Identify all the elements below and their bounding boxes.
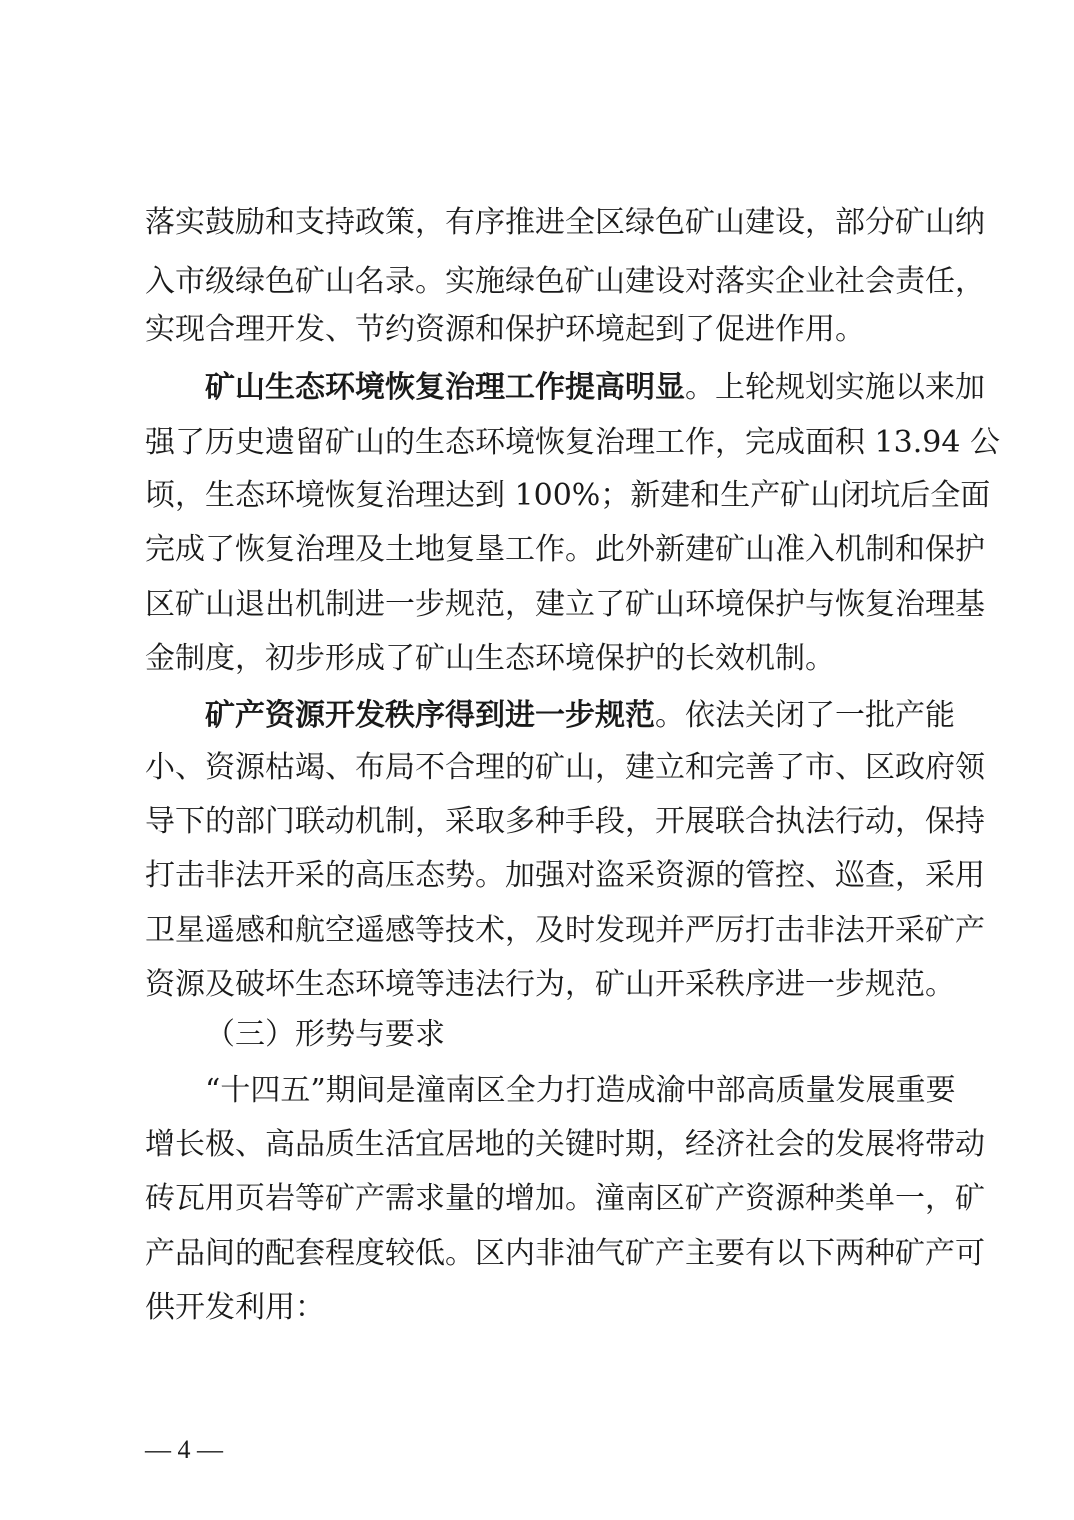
paragraph-4-line-3: 砖瓦用页岩等矿产需求量的增加。潼南区矿产资源种类单一，矿 [145, 1181, 985, 1216]
paragraph-3-line-4: 打击非法开采的高压态势。加强对盗采资源的管控、巡查，采用 [145, 858, 985, 893]
paragraph-2-bold-lead: 矿山生态环境恢复治理工作提高明显 [205, 370, 685, 405]
paragraph-3-line-3: 导下的部门联动机制，采取多种手段，开展联合执法行动，保持 [145, 804, 985, 839]
paragraph-2-line-2: 强了历史遗留矿山的生态环境恢复治理工作，完成面积 13.94 公 [145, 425, 1000, 460]
paragraph-3-lead-rest: 。依法关闭了一批产能 [655, 698, 955, 733]
paragraph-1-line-3: 实现合理开发、节约资源和保护环境起到了促进作用。 [145, 312, 865, 347]
paragraph-2-line-5: 区矿山退出机制进一步规范，建立了矿山环境保护与恢复治理基 [145, 587, 985, 622]
paragraph-3-first-line [205, 698, 955, 734]
paragraph-3-line-2: 小、资源枯竭、布局不合理的矿山，建立和完善了市、区政府领 [145, 750, 985, 785]
paragraph-3-line-6: 资源及破坏生态环境等违法行为，矿山开采秩序进一步规范。 [145, 967, 955, 1002]
paragraph-4-first-line: “十四五”期间是潼南区全力打造成渝中部高质量发展重要 [205, 1073, 956, 1108]
paragraph-2-lead-rest: 。上轮规划实施以来加 [685, 370, 985, 405]
paragraph-2-line-4: 完成了恢复治理及土地复垦工作。此外新建矿山准入机制和保护 [145, 532, 985, 567]
paragraph-4-line-5: 供开发利用： [145, 1290, 325, 1325]
paragraph-1-line-1: 落实鼓励和支持政策，有序推进全区绿色矿山建设，部分矿山纳 [145, 205, 985, 240]
paragraph-4-line-2: 增长极、高品质生活宜居地的关键时期，经济社会的发展将带动 [145, 1127, 985, 1162]
paragraph-4-line-4: 产品间的配套程度较低。区内非油气矿产主要有以下两种矿产可 [145, 1236, 985, 1271]
paragraph-2-line-6: 金制度，初步形成了矿山生态环境保护的长效机制。 [145, 641, 835, 676]
paragraph-2-first-line [205, 370, 985, 406]
paragraph-3-bold-lead: 矿产资源开发秩序得到进一步规范 [205, 698, 655, 733]
page-number: — 4 — [145, 1435, 223, 1464]
paragraph-1-line-2: 入市级绿色矿山名录。实施绿色矿山建设对落实企业社会责任， [145, 264, 985, 299]
section-heading: （三）形势与要求 [205, 1017, 445, 1052]
paragraph-2-line-3: 顷，生态环境恢复治理达到 100%；新建和生产矿山闭坑后全面 [145, 478, 991, 513]
paragraph-3-line-5: 卫星遥感和航空遥感等技术，及时发现并严厉打击非法开采矿产 [145, 913, 985, 948]
